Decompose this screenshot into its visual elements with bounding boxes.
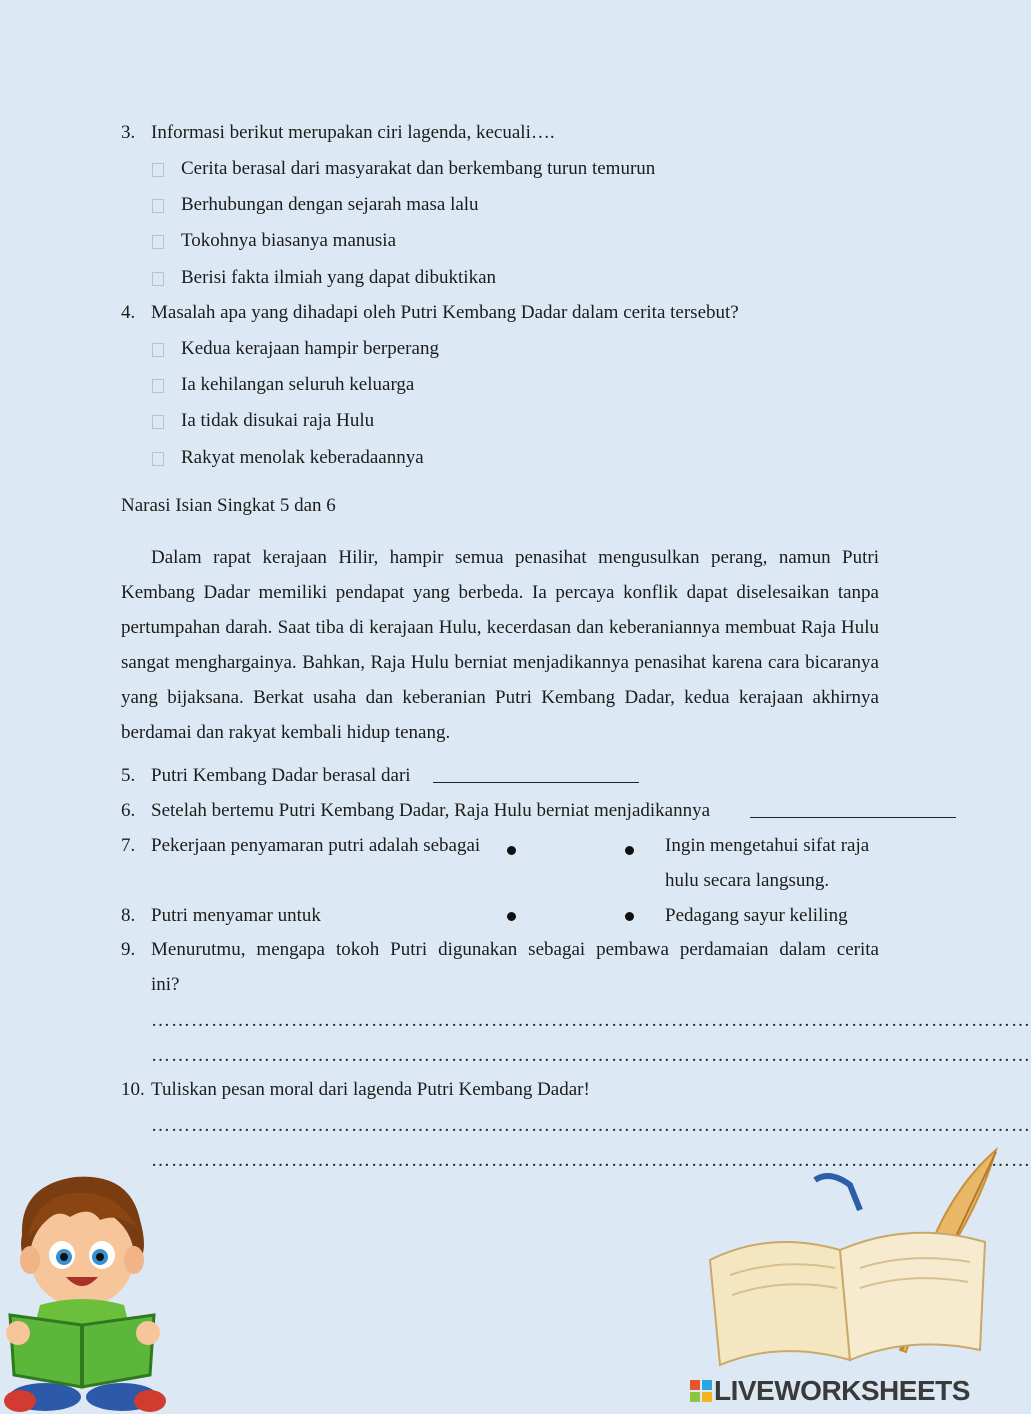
q7-left-match-dot[interactable]	[507, 846, 516, 855]
q4-option-2-label: Ia kehilangan seluruh keluarga	[181, 374, 415, 395]
q9-text-line2: ini?	[151, 974, 180, 995]
match-b-label: Pedagang sayur keliling	[665, 905, 848, 926]
liveworksheets-logo	[690, 1374, 990, 1408]
q9-text-line1: Menurutmu, mengapa tokoh Putri digunakan sebagai pembawa perdamaian dalam cerita	[151, 939, 879, 960]
q5-number: 5.	[121, 765, 136, 786]
q4-option-4-label: Rakyat menolak keberadaannya	[181, 447, 424, 468]
q4-option-3-checkbox[interactable]	[152, 415, 164, 429]
q3-option-1-label: Cerita berasal dari masyarakat dan berkembang turun temurun	[181, 158, 656, 179]
q4-option-4-checkbox[interactable]	[152, 452, 164, 466]
q4-text: Masalah apa yang dihadapi oleh Putri Kembang Dadar dalam cerita tersebut?	[151, 302, 739, 323]
q8-text: Putri menyamar untuk	[151, 905, 321, 926]
q5-answer-blank[interactable]	[433, 782, 639, 783]
narrative-heading: Narasi Isian Singkat 5 dan 6	[121, 495, 336, 516]
q3-number: 3.	[121, 122, 136, 143]
q3-option-4-checkbox[interactable]	[152, 272, 164, 286]
q3-option-2-label: Berhubungan dengan sejarah masa lalu	[181, 194, 479, 215]
q6-answer-blank[interactable]	[750, 817, 956, 818]
q7-number: 7.	[121, 835, 136, 856]
q10-number: 10.	[121, 1079, 145, 1100]
q5-text: Putri Kembang Dadar berasal dari	[151, 765, 411, 786]
q6-text: Setelah bertemu Putri Kembang Dadar, Raja Hulu berniat menjadikannya	[151, 800, 711, 821]
q7-text: Pekerjaan penyamaran putri adalah sebagai	[151, 835, 481, 856]
q3-option-2-checkbox[interactable]	[152, 199, 164, 213]
q3-option-1-checkbox[interactable]	[152, 163, 164, 177]
q8-left-match-dot[interactable]	[507, 912, 516, 921]
match-b-right-dot[interactable]	[625, 912, 634, 921]
q9-answer-line-1[interactable]: ……………………………………………………………………………………………………………………	[151, 1010, 1031, 1031]
q4-option-2-checkbox[interactable]	[152, 379, 164, 393]
q3-text: Informasi berikut merupakan ciri lagenda, kecuali….	[151, 122, 555, 143]
q9-answer-line-2[interactable]: ……………………………………………………………………………………………………………………	[151, 1045, 1031, 1066]
boy-reading-illustration	[0, 1165, 185, 1414]
match-a-right-dot[interactable]	[625, 846, 634, 855]
q4-option-1-label: Kedua kerajaan hampir berperang	[181, 338, 439, 359]
match-a-label-line1: Ingin mengetahui sifat raja	[665, 835, 870, 856]
q4-option-3-label: Ia tidak disukai raja Hulu	[181, 410, 375, 431]
q3-option-3-checkbox[interactable]	[152, 235, 164, 249]
liveworksheets-badge-icon	[690, 1380, 712, 1402]
q8-number: 8.	[121, 905, 136, 926]
open-book-quill-illustration	[700, 1150, 1000, 1372]
narrative-paragraph: Dalam rapat kerajaan Hilir, hampir semua penasihat mengusulkan perang, namun Putri Kembang Dadar memiliki pendapat yang berbeda. Ia percaya konflik dapat diselesaikan tanpa pertumpahan darah. Saat tiba di kerajaan Hulu, kecerdasan dan keberaniannya membuat Raja Hulu sangat menghargainya. Bahkan, Raja Hulu berniat menjadikannya penasihat karena cara bicaranya yang bijaksana. Berkat usaha dan keberanian Putri Kembang Dadar, kedua kerajaan akhirnya berdamai dan rakyat kembali hidup tenang.	[121, 547, 879, 743]
match-a-label-line2: hulu secara langsung.	[665, 870, 830, 891]
q3-option-4-label: Berisi fakta ilmiah yang dapat dibuktikan	[181, 267, 497, 288]
q6-number: 6.	[121, 800, 136, 821]
q10-answer-line-1[interactable]: ……………………………………………………………………………………………………………………	[151, 1115, 1031, 1136]
q10-answer-line-2[interactable]: ……………………………………………………………………………………………………………………	[151, 1150, 1031, 1171]
q4-option-1-checkbox[interactable]	[152, 343, 164, 357]
q3-option-3-label: Tokohnya biasanya manusia	[181, 230, 397, 251]
liveworksheets-logo-text: LIVEWORKSHEETS	[714, 1375, 970, 1406]
q10-text: Tuliskan pesan moral dari lagenda Putri Kembang Dadar!	[151, 1079, 590, 1100]
q9-number: 9.	[121, 939, 136, 960]
q4-number: 4.	[121, 302, 136, 323]
